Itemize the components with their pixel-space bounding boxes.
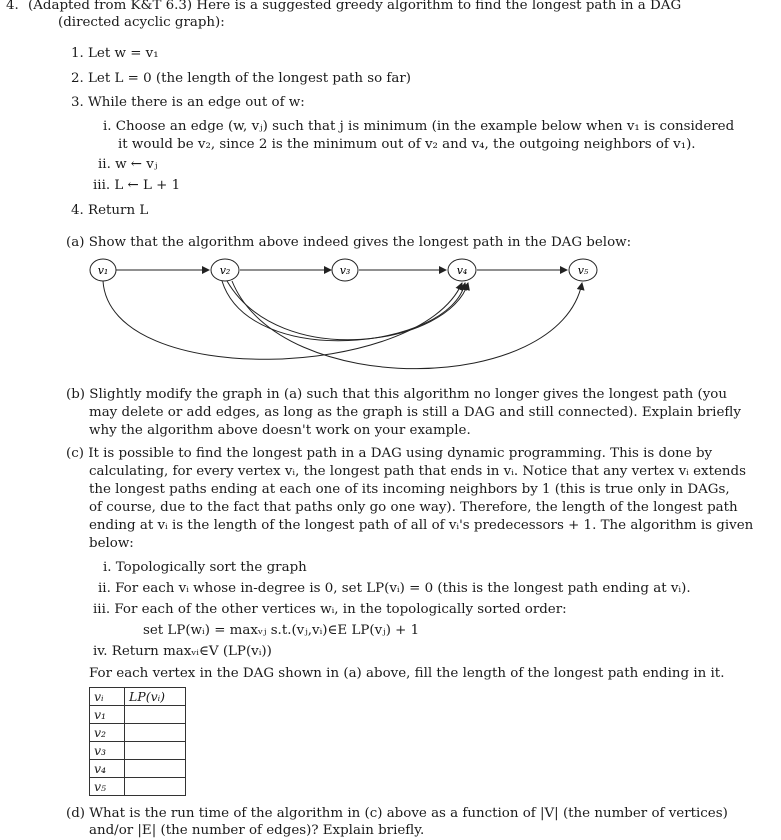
table-row [90,760,186,778]
problem-number: 4. [6,0,19,13]
part-b-line1: (b) Slightly modify the graph in (a) such that this algorithm no longer gives the longest path (you [66,387,727,402]
part-c-line4: of course, due to the fact that paths only go one way). Therefore, the length of the longest path [89,500,738,515]
edge-v1-v4 [103,281,462,359]
table-row-vertex: v₂ [90,724,125,742]
table-header-row [90,688,186,706]
edge-v2-v5 [232,281,582,369]
step-1: 1. Let w = v₁ [71,46,159,61]
part-c-line1: (c) It is possible to find the longest path in a DAG using dynamic programming. This is done by [66,446,713,461]
part-c-step-iv: iv. Return maxᵥᵢ∈V (LP(vᵢ)) [93,644,272,659]
node-v4-label: v₄ [456,264,468,277]
step-3-i-line1: i. Choose an edge (w, vⱼ) such that j is minimum (in the example below when v₁ is considered [103,119,735,134]
table-row-lp-cell[interactable] [125,760,186,778]
node-v2-label: v₂ [219,264,231,277]
table-row [90,742,186,760]
part-c-line2: calculating, for every vertex vᵢ, the longest path that ends in vᵢ. Notice that any vertex vᵢ extends [89,464,746,479]
table-row-lp-cell[interactable] [125,778,186,796]
step-4: 4. Return L [71,203,149,218]
part-c-step-ii: ii. For each vᵢ whose in-degree is 0, set LP(vᵢ) = 0 (this is the longest path ending at vᵢ). [98,581,691,596]
part-c-line6: below: [89,536,134,551]
node-v5-label: v₅ [577,264,589,277]
problem-title-line1: (Adapted from K&T 6.3) Here is a suggested greedy algorithm to find the longest path in a DAG [28,0,682,13]
table-row-vertex: v₁ [90,706,125,724]
table-row [90,706,186,724]
part-d-line2: and/or |E| (the number of edges)? Explain briefly. [89,823,425,838]
edge-v2-v4-b [227,281,468,340]
table-header-lp: LP(vᵢ) [125,688,186,706]
node-v3-label: v₃ [339,264,351,277]
part-a-text: (a) Show that the algorithm above indeed gives the longest path in the DAG below: [66,235,632,250]
node-v1-label: v₁ [97,264,109,277]
part-c-step-iii: iii. For each of the other vertices wᵢ, in the topologically sorted order: [93,602,567,617]
edge-v2-v4-a [222,281,465,341]
table-row-vertex: v₄ [90,760,125,778]
table-row-lp-cell[interactable] [125,724,186,742]
table-header-vi: vᵢ [90,688,125,706]
part-c-line5: ending at vᵢ is the length of the longest path of all of vᵢ's predecessors + 1. The algorithm is given [89,518,754,533]
table-row [90,724,186,742]
part-d-line1: (d) What is the run time of the algorithm in (c) above as a function of |V| (the number of vertices) [66,806,728,821]
table-row-lp-cell[interactable] [125,742,186,760]
step-3-iii: iii. L ← L + 1 [93,178,181,193]
part-b-line2: may delete or add edges, as long as the graph is still a DAG and still connected). Explain briefly [89,405,741,420]
step-3-i-line2: it would be v₂, since 2 is the minimum out of v₂ and v₄, the outgoing neighbors of v₁). [118,137,696,152]
step-3: 3. While there is an edge out of w: [71,95,305,110]
problem-title-line2: (directed acyclic graph): [58,15,225,30]
part-c-line3: the longest paths ending at each one of its incoming neighbors by 1 (this is true only in DAGs, [89,482,730,497]
part-b-line3: why the algorithm above doesn't work on your example. [89,423,471,438]
part-c-fill-text: For each vertex in the DAG shown in (a) above, fill the length of the longest path ending in it. [89,666,725,681]
step-2: 2. Let L = 0 (the length of the longest path so far) [71,71,411,86]
lp-table [89,687,186,796]
table-row-lp-cell[interactable] [125,706,186,724]
part-c-step-iii-set: set LP(wᵢ) = maxᵥⱼ s.t.(vⱼ,vᵢ)∈E LP(vⱼ) + 1 [143,623,420,638]
step-3-ii: ii. w ← vⱼ [98,157,158,172]
table-row [90,778,186,796]
part-c-step-i: i. Topologically sort the graph [103,560,307,575]
table-row-vertex: v₃ [90,742,125,760]
table-row-vertex: v₅ [90,778,125,796]
